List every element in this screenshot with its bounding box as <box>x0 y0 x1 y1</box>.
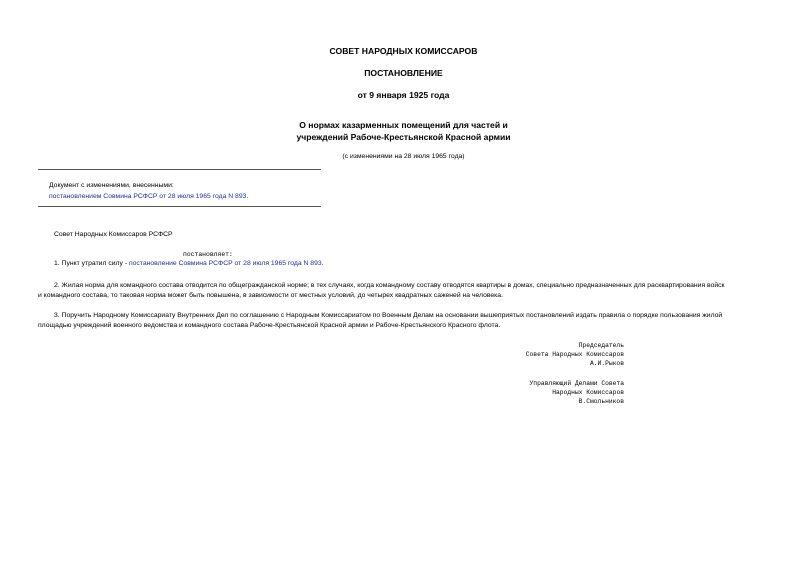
signature-manager-name: В.Смольников <box>578 398 624 406</box>
signature-manager-org: Народных Комиссаров <box>552 389 624 397</box>
changes-box-entry <box>49 191 248 202</box>
paragraph-1-link[interactable]: постановление Совмина РСФСР от 28 июля 1965 года N 893 <box>128 260 322 267</box>
paragraph-1-text: 1. Пункт утратил силу - <box>54 260 129 267</box>
title-line-2: учреждений Рабоче-Крестьянской Красной армии <box>296 131 511 142</box>
changes-box <box>49 180 248 202</box>
paragraph-2-line-2: и командного состава, то таковая норма может быть повышена, в зависимости от местных условий, до четырех квадратных саженей на человека. <box>38 292 503 299</box>
amendment-link-suffix: . <box>246 193 249 200</box>
signature-chairman-title: Председатель <box>578 342 624 349</box>
paragraph-2-line-1: 2. Жилая норма для командного состава отводится по общегражданской норме; в тех случаях, когда командному составу отводятся квартиры в домах, специально предназначенных для расквартирования войск <box>54 282 725 289</box>
issuing-authority: СОВЕТ НАРОДНЫХ КОМИССАРОВ <box>329 46 478 56</box>
signature-chairman <box>526 341 624 369</box>
signature-manager <box>530 379 624 407</box>
amendment-note: (с изменениями на 28 июля 1965 года) <box>342 153 465 160</box>
decree-word: постановляет: <box>183 251 233 258</box>
issuer-line: Совет Народных Комиссаров РСФСР <box>54 231 173 238</box>
signature-chairman-org: Совета Народных Комиссаров <box>525 351 624 359</box>
document-title <box>0 120 807 143</box>
amendment-link[interactable]: постановлением Совмина РСФСР от 28 июля 1965 года N 893 <box>49 193 247 200</box>
changes-box-top-divider <box>38 169 321 170</box>
document-type: ПОСТАНОВЛЕНИЕ <box>364 68 443 78</box>
changes-box-bottom-divider <box>38 206 321 207</box>
paragraph-1-suffix: . <box>321 260 324 267</box>
changes-box-label: Документ с изменениями, внесенными: <box>49 182 174 189</box>
paragraph-3-line-2: площадью учреждений военного ведомства и командного состава Рабоче-Крестьянской Красной армии и Рабоче-Крестьянского Красного флота. <box>38 322 501 329</box>
document-date: от 9 января 1925 года <box>357 90 450 100</box>
signature-manager-title: Управляющий Делами Совета <box>529 380 624 387</box>
signature-chairman-name: А.И.Рыков <box>589 360 624 368</box>
paragraph-1 <box>54 258 324 269</box>
paragraph-3-line-1: 3. Поручить Народному Комиссариату Внутренних Дел по соглашению с Народным Комиссариатом по Военным Делам на основании вышеприятых постановлений издать правила о порядке пользования жилой <box>54 312 723 319</box>
title-line-1: О нормах казарменных помещений для частей и <box>299 120 508 130</box>
